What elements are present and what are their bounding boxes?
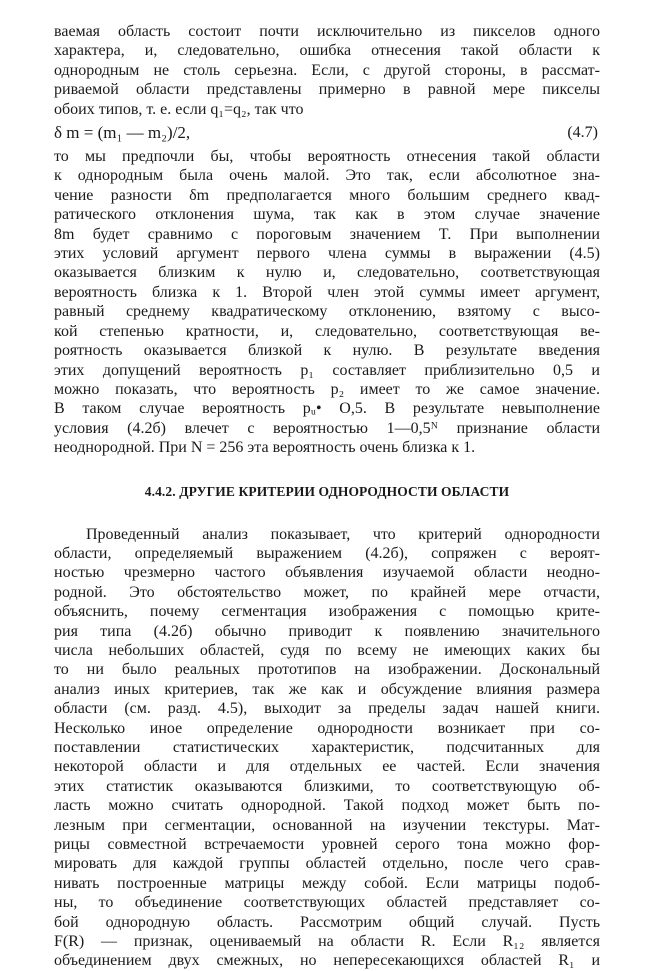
text-line: чение разности δm предполагается много большим среднего квад-	[54, 186, 600, 204]
text-line: числа небольших областей, судя по всему не имеющих каких бы	[54, 641, 600, 659]
text-line: Несколько иное определение однородности возникает при со-	[54, 719, 600, 737]
text-line: ласть можно считать однородной. Такой подход может быть по-	[54, 797, 600, 815]
text-line: нивать построенные матрицы между собой. Если матрицы подоб-	[54, 874, 600, 892]
text-line: оказывается близким к нулю и, следовательно, соответствующая	[54, 264, 600, 282]
text-line: то ни было реальных прототипов на изображении. Доскональный	[54, 661, 600, 679]
text-line: 8m будет сравнимо с пороговым значением T. При выполнении	[54, 225, 600, 243]
text-line: можно показать, что вероятность p₂ имеет то же самое значение.	[54, 380, 600, 398]
text-line: роятность оказывается близкой к нулю. В результате введения	[54, 342, 600, 360]
text-line: вероятность близка к 1. Второй член этой суммы имеет аргумент,	[54, 283, 600, 301]
text-line: рия типа (4.2б) обычно приводит к появлению значительного	[54, 622, 600, 640]
equation-4-7	[54, 121, 600, 144]
text-line: то мы предпочли бы, чтобы вероятность отнесения такой области	[54, 148, 600, 166]
text-line: В таком случае вероятность pᵤ• O,5. В результате невыполнение	[54, 400, 600, 418]
text-line: ностью чрезмерно частого объявления изучаемой области неодно-	[54, 564, 600, 582]
text-line: риваемой области представлены примерно в равной мере пикселы	[54, 81, 600, 99]
section-heading: 4.4.2. ДРУГИЕ КРИТЕРИИ ОДНОРОДНОСТИ ОБЛАСТИ	[144, 483, 510, 499]
text-line: ваемая область состоит почти исключительно из пикселов одного	[54, 23, 600, 40]
text-line: родной. Это обстоятельство может, по крайней мере отчасти,	[54, 583, 600, 601]
text-line: неоднородной. При N = 256 эта вероятность очень близка к 1.	[54, 439, 476, 457]
text-line: рицы совместной встречаемости уровней серого тона можно фор-	[54, 836, 600, 854]
text-line: условия (4.2б) влечет с вероятностью 1—0,5ᴺ признание области	[54, 419, 600, 437]
text-line: равный среднему квадратическому отклонению, взятому с высо-	[54, 303, 600, 321]
text-line: ны, то объединение соответствующих областей представляет со-	[54, 894, 600, 912]
text-line: Проведенный анализ показывает, что критерий однородности	[86, 525, 600, 543]
text-line: анализ иных критериев, так же как и обсуждение влияния размера	[54, 680, 600, 698]
equation-number: (4.7)	[567, 124, 598, 142]
text-line: мировать для каждой группы областей отдельно, после чего срав-	[54, 855, 600, 873]
equation-body: δ m = (m₁ — m₂)/2,	[54, 123, 191, 143]
paragraph-2	[54, 147, 600, 458]
text-line: к однородным была очень малой. Это так, если абсолютное зна-	[54, 167, 600, 185]
text-line: некоторой области и для отдельных ее частей. Если значения	[54, 758, 600, 776]
text-line: кой степенью кратности, и, следовательно, соответствующая ве-	[54, 322, 600, 340]
text-line: области, определяемый выражением (4.2б), сопряжен с вероят-	[54, 544, 600, 562]
text-line: этих условий аргумент первого члена суммы в выражении (4.5)	[54, 245, 600, 263]
text-line: F(R) — признак, оцениваемый на области R. Если R₁₂ является	[54, 933, 600, 951]
paragraph-1	[54, 22, 600, 119]
text-line: этих допущений вероятность p₁ составляет приблизительно 0,5 и	[54, 361, 600, 379]
text-line: области (см. разд. 4.5), выходит за пределы задач нашей книги.	[54, 700, 600, 718]
text-line: лезным при сегментации, основанной на изучении текстуры. Мат-	[54, 816, 600, 834]
text-line: объединением двух смежных, но непересекающихся областей R₁ и	[54, 952, 600, 970]
text-line: ратического отклонения шума, так как в этом случае значение	[54, 206, 600, 224]
paragraph-3	[54, 525, 600, 971]
text-line: бой однородную область. Рассмотрим общий случай. Пусть	[54, 913, 600, 931]
text-line: характера, и, следовательно, ошибка отнесения такой области к	[54, 42, 600, 60]
text-line: однородным не столь серьезна. Если, с другой стороны, в рассмат-	[54, 61, 600, 79]
text-line: обоих типов, т. е. если q₁=q₂, так что	[54, 100, 304, 118]
text-line: объяснить, почему сегментация изображения с помощью крите-	[54, 603, 600, 621]
text-line: поставлении статистических характеристик, подсчитанных для	[54, 739, 600, 756]
text-line: этих статистик оказываются близкими, то соответствующую об-	[54, 777, 600, 795]
